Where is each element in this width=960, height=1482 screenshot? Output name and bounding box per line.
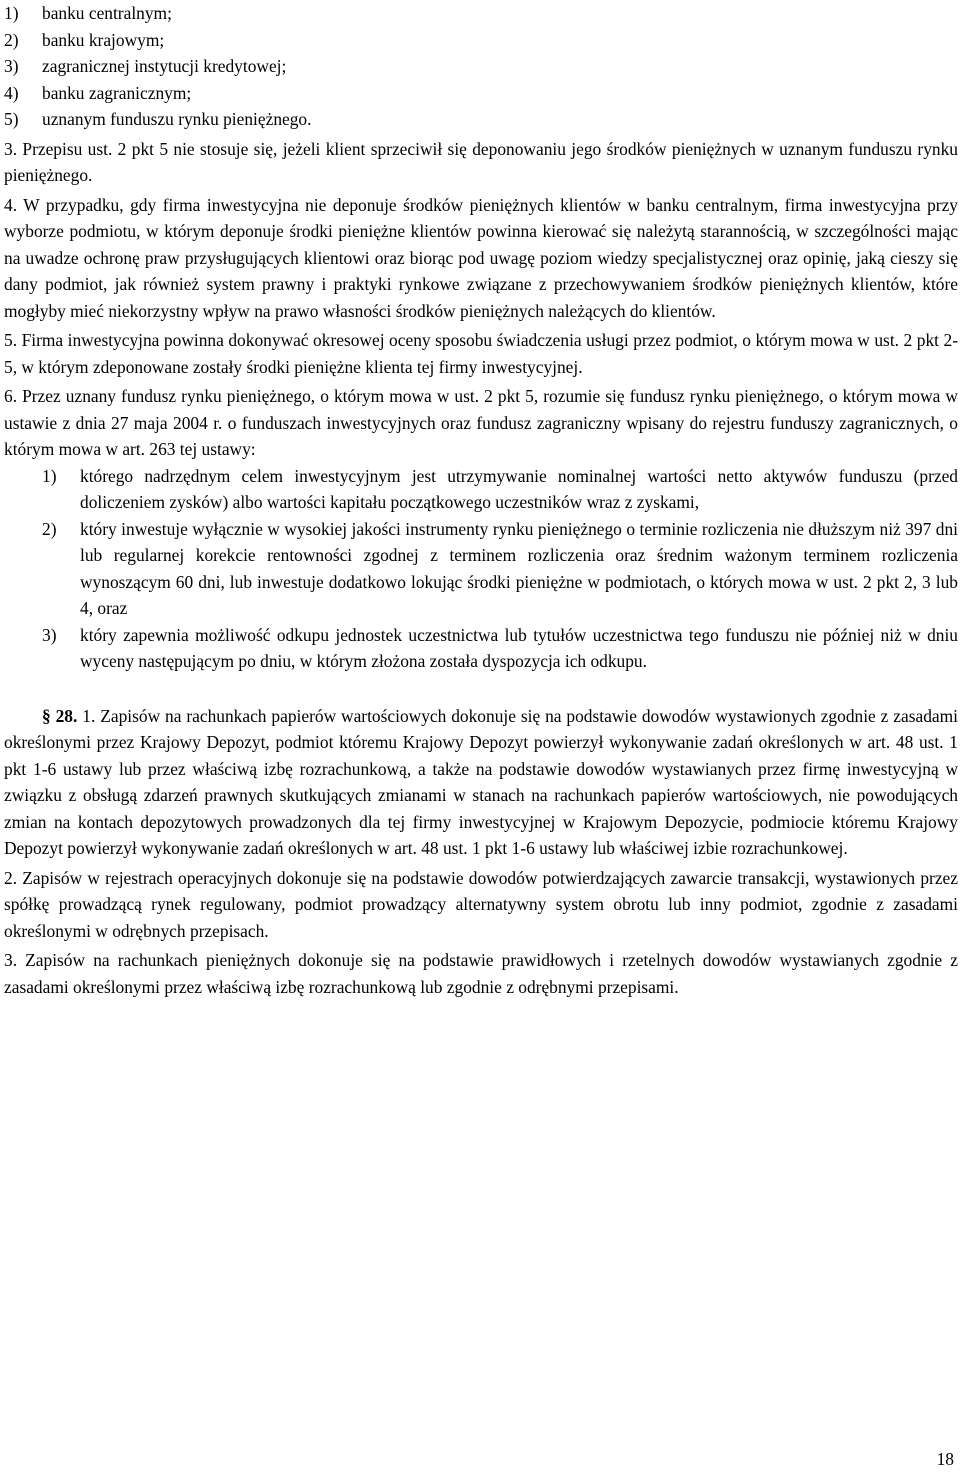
list-number: 5) xyxy=(4,109,19,129)
document-page xyxy=(4,0,958,1000)
list-number: 2) xyxy=(42,518,57,539)
list-number: 2) xyxy=(4,29,19,50)
list-text: którego nadrzędnym celem inwestycyjnym jest utrzymywanie nominalnej wartości netto aktywów funduszu (przed doliczeniem zysków) albo wartości kapitału początkowego uczestników wraz z zyskami, xyxy=(80,465,958,512)
article-28-paragraph-1 xyxy=(4,703,958,862)
list-item xyxy=(4,27,958,54)
paragraph-5: 5. Firma inwestycyjna powinna dokonywać okresowej oceny sposobu świadczenia usługi przez podmiot, o którym mowa w ust. 2 pkt 2-5, w którym zdeponowane zostały środki pieniężne klienta tej firmy inwestycyjnej. xyxy=(4,330,958,377)
article-28-paragraph-3: 3. Zapisów na rachunkach pieniężnych dokonuje się na podstawie prawidłowych i rzetelnych dowodów wystawianych zgodnie z zasadami określonymi przez właściwą izbę rozrachunkową lub zgodnie z odrębnymi przepisami. xyxy=(4,950,958,997)
spacer xyxy=(4,675,958,703)
page-number: 18 xyxy=(936,1449,954,1469)
list-number: 3) xyxy=(42,624,57,645)
list-number: 1) xyxy=(42,465,57,486)
list-item xyxy=(4,106,958,133)
list-number: 1) xyxy=(4,3,19,23)
list-item xyxy=(4,0,958,27)
article-28-paragraph-2: 2. Zapisów w rejestrach operacyjnych dokonuje się na podstawie dowodów potwierdzających zawarcie transakcji, wystawionych przez spółkę prowadzącą rynek regulowany, podmiot prowadzący alternatywny system obrotu lub inny podmiot, zgodnie z zasadami określonymi w odrębnych przepisach. xyxy=(4,867,958,941)
list-item xyxy=(4,80,958,107)
article-label: § 28. xyxy=(42,705,78,726)
list-text: banku zagranicznym; xyxy=(42,82,192,103)
list-text: który zapewnia możliwość odkupu jednostek uczestnictwa lub tytułów uczestnictwa tego funduszu nie później niż w dniu wyceny następującym po dniu, w którym złożona została dyspozycja ich odkupu. xyxy=(80,624,958,671)
list-text: banku centralnym; xyxy=(42,3,172,23)
article-text: 1. Zapisów na rachunkach papierów wartościowych dokonuje się na podstawie dowodów wystawionych zgodnie z zasadami określonymi przez Krajowy Depozyt, podmiot któremu Krajowy Depozyt powierzył wykonywanie zadań określonych w art. 48 ust. 1 pkt 1-6 ustawy lub przez właściwą izbę rozrachunkową, a także na podstawie dowodów wystawianych przez firmę inwestycyjną w związku z obsługą zdarzeń prawnych skutkujących zmianami w stanach na rachunkach papierów wartościowych, nie powodujących zmian na kontach depozytowych prowadzonych dla tej firmy inwestycyjnej w Krajowym Depozycie, podmiocie któremu Krajowy Depozyt powierzył wykonywanie zadań określonych w art. 48 ust. 1 pkt 1-6 ustawy lub właściwej izbie rozrachunkowej. xyxy=(4,705,959,858)
list-number: 3) xyxy=(4,56,19,76)
list-item xyxy=(4,463,958,516)
top-list xyxy=(4,0,958,133)
list-text: banku krajowym; xyxy=(42,29,165,50)
list-item xyxy=(4,622,958,675)
paragraph-3: 3. Przepisu ust. 2 pkt 5 nie stosuje się, jeżeli klient sprzeciwił się deponowaniu jego środków pieniężnych w uznanym funduszu rynku pieniężnego. xyxy=(4,138,958,185)
paragraph-6: 6. Przez uznany fundusz rynku pieniężnego, o którym mowa w ust. 2 pkt 5, rozumie się fundusz rynku pieniężnego, o którym mowa w ustawie z dnia 27 maja 2004 r. o funduszach inwestycyjnych oraz fundusz zagraniczny wpisany do rejestru funduszy zagranicznych, o którym mowa w art. 263 tej ustawy: xyxy=(4,386,958,459)
list-text: który inwestuje wyłącznie w wysokiej jakości instrumenty rynku pieniężnego o terminie rozliczenia nie dłuższym niż 397 dni lub regularnej korekcie rentowności zgodnej z terminem rozliczenia oraz średnim ważonym terminem rozliczenia wynoszącym 60 dni, lub inwestuje dodatkowo lokując środki pieniężne w podmiotach, o których mowa w ust. 2 pkt 2, 3 lub 4, oraz xyxy=(80,518,958,618)
paragraph-4: 4. W przypadku, gdy firma inwestycyjna nie deponuje środków pieniężnych klientów w banku centralnym, firma inwestycyjna przy wyborze podmiotu, w którym deponuje środki pieniężne klientów powinna kierować się należytą starannością, w szczególności mając na uwadze ochronę praw przysługujących klientowi oraz biorąc pod uwagę poziom wiedzy specjalistycznej oraz opinię, jaką cieszy się dany podmiot, jak również system prawny i praktyki rynkowe związane z przechowywaniem środków pieniężnych klientów, które mogłyby mieć niekorzystny wpływ na prawo własności środków pieniężnych należących do klientów. xyxy=(4,194,958,321)
paragraph-6-list xyxy=(4,463,958,675)
list-text: zagranicznej instytucji kredytowej; xyxy=(42,56,287,76)
list-item xyxy=(4,516,958,622)
list-item xyxy=(4,53,958,80)
list-number: 4) xyxy=(4,82,19,103)
list-text: uznanym funduszu rynku pieniężnego. xyxy=(42,109,312,129)
